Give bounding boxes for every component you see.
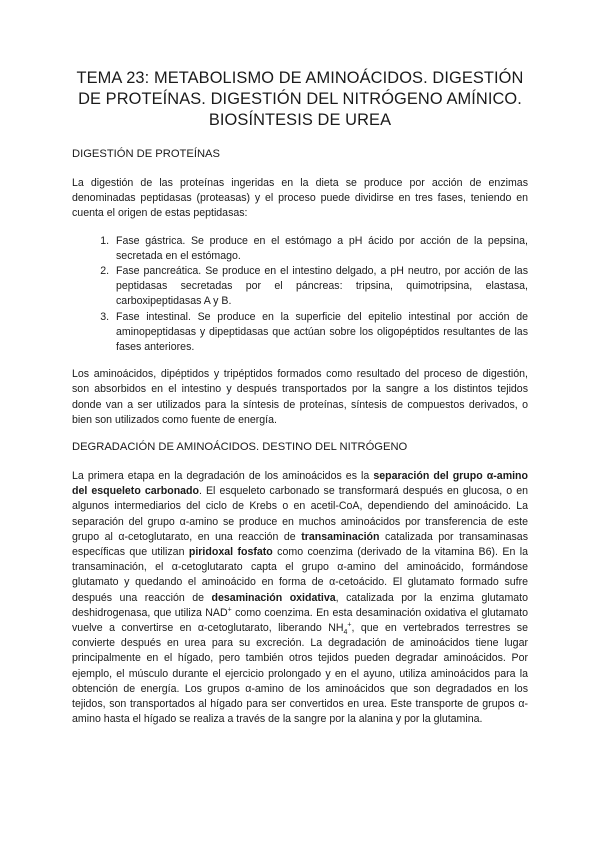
text-run: , que en vertebrados terrestres se convierte después en urea para su excreción. La degradación de aminoácidos tiene lugar principalmente en el hígado, pero también otros tejidos pueden degradar aminoácidos. Por ejemplo, el músculo durante el ejercicio prolongado y en el ayuno, utiliza aminoácidos para la obtención de energía. Los grupos α-amino de los aminoácidos que son degradados en los tejidos, son transportados al hígado para ser convertidos en urea. Este transporte de grupos α-amino hasta el hígado se realiza a través de la sangre por la alanina y por la glutamina. [72, 622, 528, 726]
section-heading-degradation: DEGRADACIÓN DE AMINOÁCIDOS. DESTINO DEL NITRÓGENO [72, 441, 408, 454]
bold-term-pyridoxal: piridoxal fosfato [188, 546, 273, 559]
subscript-four: 4 [343, 629, 348, 637]
bold-term-separation: separación del grupo α-amino del esqueleto carbonado [72, 470, 529, 498]
intro-paragraph: La digestión de las proteínas ingeridas en la dieta se produce por acción de enzimas denominadas peptidasas (proteasas) y el proceso puede dividirse en tres fases, teniendo en cuenta el origen de estas peptidasas: [72, 177, 528, 220]
document-title: TEMA 23: METABOLISMO DE AMINOÁCIDOS. DIGESTIÓN DE PROTEÍNAS. DIGESTIÓN DEL NITRÓGENO AMÍNICO. BIOSÍNTESIS DE UREA [76, 69, 524, 129]
text-run: . El esqueleto carbonado se transformará después en glucosa, o en algunos intermediarios del ciclo de Krebs o en acetil-CoA, dependiendo del aminoácido. La separación del grupo α-amino se produce en muchos aminoácidos por transferencia de este grupo al α-cetoglutarato, en una reacción de [72, 485, 528, 543]
section-heading-digestion: DIGESTIÓN DE PROTEÍNAS [72, 148, 220, 160]
phase-pancreatic: 2. Fase pancreática. Se produce en el intestino delgado, a pH neutro, por acción de las peptidasas secretadas por el páncreas: tripsina, quimotripsina, elastasa, carboxipeptidasas A y B. [112, 264, 528, 310]
bold-term-transamination: transaminación [301, 530, 380, 543]
superscript-plus: + [227, 606, 232, 614]
section-digestion [72, 147, 528, 428]
phase-gastric: 1. Fase gástrica. Se produce en el estómago a pH ácido por acción de la pepsina, secretada en el estómago. [112, 234, 528, 264]
phase-intestinal: 3. Fase intestinal. Se produce en la superficie del epitelio intestinal por acción de aminopeptidasas y dipeptidasas que actúan sobre los oligopéptidos resultantes de las fases anteriores. [112, 310, 528, 356]
text-run: , catalizada por la enzima glutamato deshidrogenasa, que utiliza NAD [72, 591, 528, 619]
section-degradation [72, 440, 528, 727]
digestion-phases-list [72, 234, 528, 356]
text-run: como coenzima (derivado de la vitamina B6). En la transaminación, el α-cetoglutarato capta el grupo α-amino del aminoácido, formándose glutamato y quedando el aminoácido en forma de α-cetoácido. El glutamato formado sufre después una reacción de [72, 546, 528, 604]
bold-term-oxidative-deamination: desaminación oxidativa [211, 591, 336, 604]
text-run: como coenzima. En esta desaminación oxidativa el glutamato vuelve a convertirse en α-cetoglutarato, liberando NH [72, 606, 528, 635]
text-run: catalizada por transaminasas específicas que utilizan [72, 530, 528, 559]
text-run: La primera etapa en la degradación de los aminoácidos es la [72, 470, 374, 483]
superscript-plus: + [347, 621, 352, 629]
absorption-paragraph: Los aminoácidos, dipéptidos y tripéptidos formados como resultado del proceso de digestión, son absorbidos en el intestino y después transportados por la sangre a los distintos tejidos donde van a ser utilizados para la síntesis de proteínas, síntesis de compuestos derivados, o bien son utilizados como fuente de energía. [72, 368, 528, 426]
degradation-paragraph [72, 469, 528, 727]
